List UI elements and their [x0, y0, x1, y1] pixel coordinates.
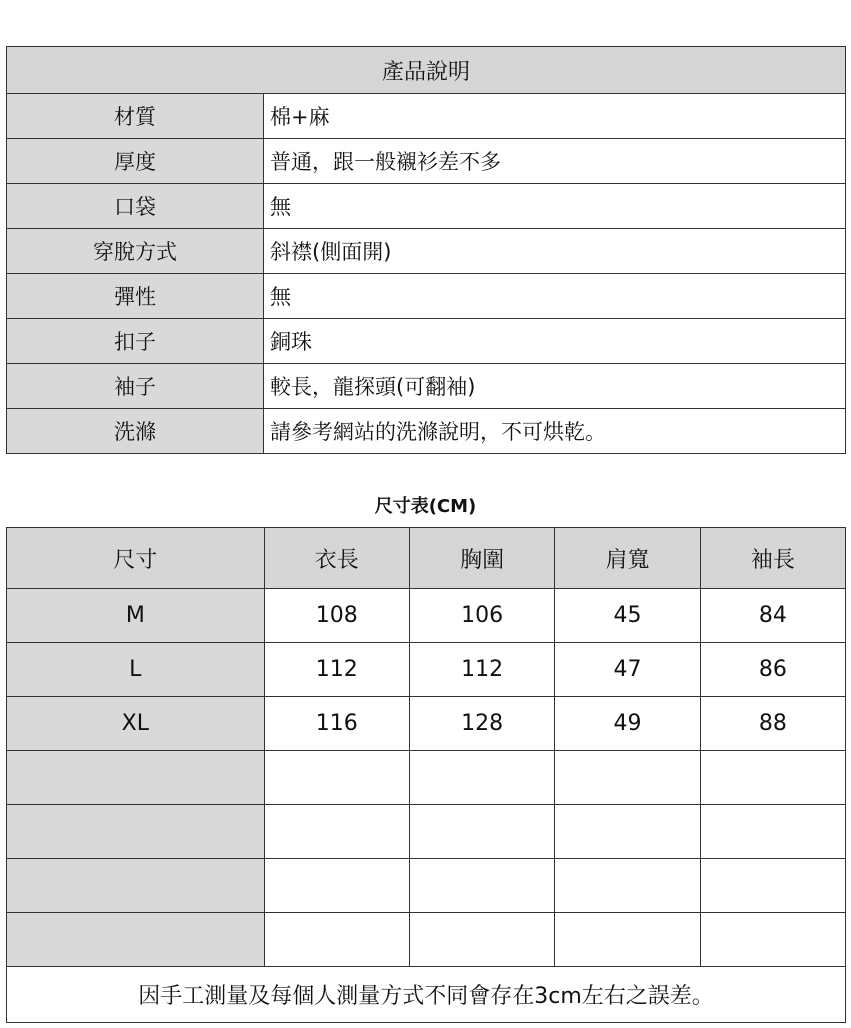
- header-cell: 袖長: [700, 528, 845, 589]
- shoulder-cell: [555, 805, 700, 859]
- row-label: 扣子: [7, 319, 264, 364]
- chest-cell: [409, 805, 554, 859]
- row-value: 較長，龍探頭(可翻袖): [264, 364, 846, 409]
- row-value: 銅珠: [264, 319, 846, 364]
- shoulder-cell: [555, 913, 700, 967]
- length-cell: [264, 751, 409, 805]
- length-cell: [264, 913, 409, 967]
- chest-cell: 112: [409, 643, 554, 697]
- chest-cell: 128: [409, 697, 554, 751]
- row-label: 彈性: [7, 274, 264, 319]
- size-table-header: [7, 528, 846, 589]
- shoulder-cell: 49: [555, 697, 700, 751]
- row-value: 無: [264, 274, 846, 319]
- size-cell: M: [7, 589, 265, 643]
- table-row: [7, 409, 846, 454]
- sleeve-cell: [700, 751, 845, 805]
- table-row: [7, 274, 846, 319]
- chest-cell: 106: [409, 589, 554, 643]
- length-cell: [264, 805, 409, 859]
- row-label: 袖子: [7, 364, 264, 409]
- row-label: 穿脫方式: [7, 229, 264, 274]
- row-value: 請參考網站的洗滌說明，不可烘乾。: [264, 409, 846, 454]
- row-value: 斜襟(側面開): [264, 229, 846, 274]
- row-value: 棉+麻: [264, 94, 846, 139]
- header-cell: 胸圍: [409, 528, 554, 589]
- header-cell: 肩寬: [555, 528, 700, 589]
- length-cell: 112: [264, 643, 409, 697]
- table-row: [7, 805, 846, 859]
- table-row: [7, 643, 846, 697]
- table-row: [7, 913, 846, 967]
- sleeve-cell: [700, 913, 845, 967]
- row-label: 材質: [7, 94, 264, 139]
- sleeve-cell: [700, 859, 845, 913]
- measurement-note: 因手工測量及每個人測量方式不同會存在3cm左右之誤差。: [7, 967, 846, 1023]
- table-row: [7, 364, 846, 409]
- row-value: 普通，跟一般襯衫差不多: [264, 139, 846, 184]
- sleeve-cell: 86: [700, 643, 845, 697]
- table-row: [7, 184, 846, 229]
- length-cell: 116: [264, 697, 409, 751]
- size-table-caption: 尺寸表(CM): [374, 496, 477, 517]
- chest-cell: [409, 751, 554, 805]
- size-cell: XL: [7, 697, 265, 751]
- sleeve-cell: 84: [700, 589, 845, 643]
- row-label: 厚度: [7, 139, 264, 184]
- header-cell: 衣長: [264, 528, 409, 589]
- size-table: [6, 527, 846, 1023]
- size-cell: [7, 859, 265, 913]
- shoulder-cell: [555, 751, 700, 805]
- shoulder-cell: [555, 859, 700, 913]
- shoulder-cell: 45: [555, 589, 700, 643]
- size-cell: [7, 805, 265, 859]
- header-cell: 尺寸: [7, 528, 265, 589]
- product-description-title: 產品說明: [7, 47, 846, 94]
- table-row: [7, 229, 846, 274]
- row-label: 口袋: [7, 184, 264, 229]
- sleeve-cell: [700, 805, 845, 859]
- size-cell: L: [7, 643, 265, 697]
- shoulder-cell: 47: [555, 643, 700, 697]
- table-row: [7, 697, 846, 751]
- product-description-table: [6, 46, 846, 454]
- table-row: [7, 859, 846, 913]
- sleeve-cell: 88: [700, 697, 845, 751]
- table-row: [7, 319, 846, 364]
- table-row: [7, 751, 846, 805]
- chest-cell: [409, 913, 554, 967]
- size-cell: [7, 751, 265, 805]
- table-row: [7, 589, 846, 643]
- length-cell: 108: [264, 589, 409, 643]
- table-row: [7, 94, 846, 139]
- row-label: 洗滌: [7, 409, 264, 454]
- chest-cell: [409, 859, 554, 913]
- size-cell: [7, 913, 265, 967]
- table-row: [7, 139, 846, 184]
- length-cell: [264, 859, 409, 913]
- row-value: 無: [264, 184, 846, 229]
